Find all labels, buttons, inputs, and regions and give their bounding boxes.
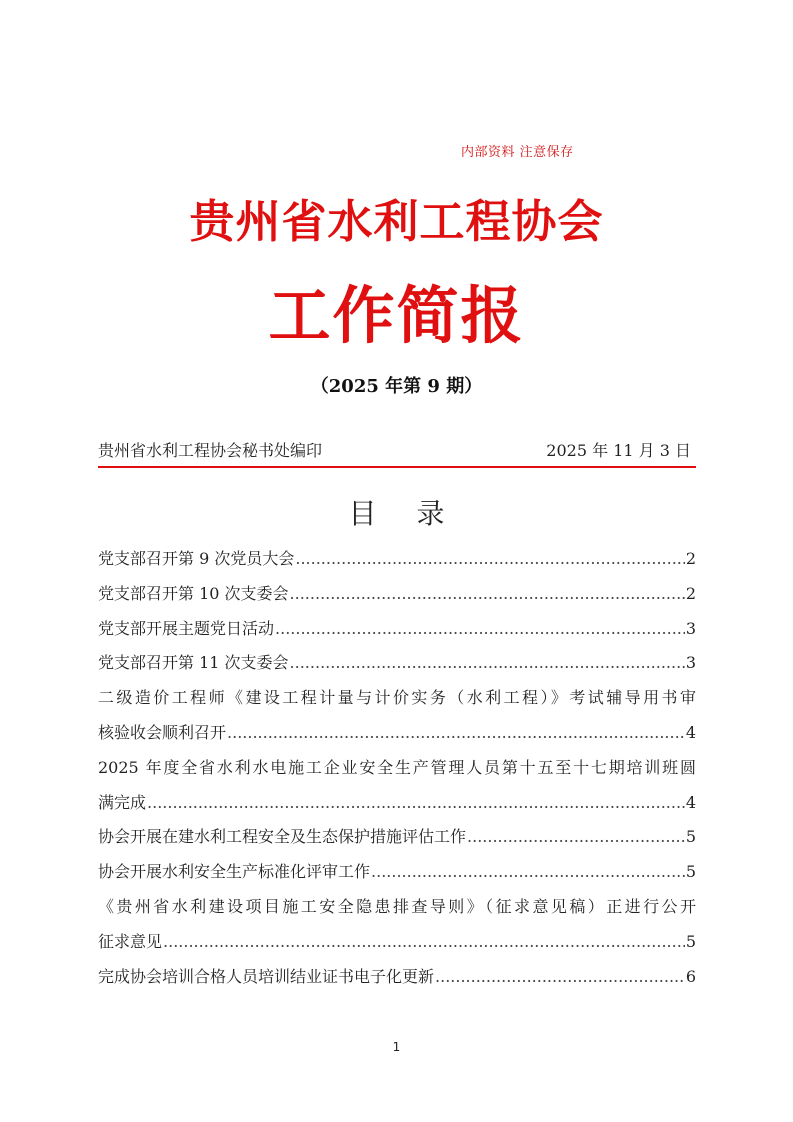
toc-leader-dots: [371, 855, 685, 890]
toc-entry-title: 满完成: [98, 792, 147, 812]
toc-leader-dots: [290, 646, 685, 681]
toc-leader-dots: [290, 577, 685, 612]
toc-entry-title: 协会开展水利安全生产标准化评审工作: [98, 862, 371, 882]
toc-entry-page: 5: [685, 827, 696, 847]
toc-entry[interactable]: [98, 786, 696, 821]
toc-leader-dots: [227, 716, 685, 751]
toc-entry-title-line1: 二级造价工程师《建设工程计量与计价实务（水利工程）》考试辅导用书审: [98, 688, 696, 708]
toc-entry-page: 2: [685, 549, 696, 568]
toc-entry-page: 6: [685, 966, 696, 986]
table-of-contents: [98, 542, 696, 994]
toc-entry-title: 完成协会培训合格人员培训结业证书电子化更新: [98, 966, 435, 986]
toc-entry-first-line[interactable]: [98, 751, 696, 786]
toc-entry-title: 核验收会顺利召开: [98, 722, 227, 742]
publish-date: 2025 年 11 月 3 日: [546, 441, 691, 460]
toc-entry[interactable]: [98, 716, 696, 751]
bulletin-title: 工作简报: [268, 279, 525, 352]
toc-entry-title: 党支部开展主题党日活动: [98, 618, 275, 638]
toc-entry-title-line1: 2025 年度全省水利水电施工企业安全生产管理人员第十五至十七期培训班圆: [98, 757, 696, 777]
toc-entry-title: 党支部召开第 11 次支委会: [98, 653, 289, 673]
toc-entry-title: 协会开展在建水利工程安全及生态保护措施评估工作: [98, 827, 467, 847]
internal-material-note: 内部资料 注意保存: [461, 145, 574, 160]
toc-entry-title: 党支部召开第 10 次支委会: [98, 583, 289, 603]
page-number: 1: [392, 1040, 401, 1054]
toc-entry-page: 5: [685, 931, 696, 951]
toc-entry-page: 5: [685, 862, 696, 882]
toc-entry[interactable]: [98, 820, 696, 855]
toc-entry[interactable]: [98, 542, 696, 577]
issue-number: （2025 年第 9 期）: [310, 376, 483, 397]
toc-entry-first-line[interactable]: [98, 681, 696, 716]
toc-entry-title: 征求意见: [98, 931, 163, 951]
toc-entry-title-line1: 《贵州省水利建设项目施工安全隐患排查导则》（征求意见稿）正进行公开: [98, 896, 696, 916]
toc-entry[interactable]: [98, 960, 696, 995]
toc-leader-dots: [295, 542, 684, 577]
toc-leader-dots: [467, 820, 685, 855]
toc-entry[interactable]: [98, 855, 696, 890]
toc-title: 目录: [348, 497, 485, 530]
toc-entry-title: 党支部召开第 9 次党员大会: [98, 549, 295, 568]
toc-leader-dots: [435, 960, 685, 995]
toc-entry-first-line[interactable]: [98, 890, 696, 925]
toc-entry-page: 4: [685, 722, 696, 742]
toc-entry-page: 3: [685, 653, 696, 673]
organization-title: 贵州省水利工程协会: [189, 195, 604, 248]
toc-entry-page: 4: [685, 792, 696, 812]
toc-entry-page: 3: [685, 618, 696, 638]
toc-entry[interactable]: [98, 612, 696, 647]
toc-entry[interactable]: [98, 646, 696, 681]
toc-leader-dots: [275, 612, 685, 647]
toc-entry-page: 2: [685, 583, 696, 603]
toc-leader-dots: [163, 925, 685, 960]
publisher: 贵州省水利工程协会秘书处编印: [98, 441, 323, 460]
toc-leader-dots: [147, 786, 685, 821]
red-divider: [98, 466, 696, 468]
toc-entry[interactable]: [98, 925, 696, 960]
toc-entry[interactable]: [98, 577, 696, 612]
